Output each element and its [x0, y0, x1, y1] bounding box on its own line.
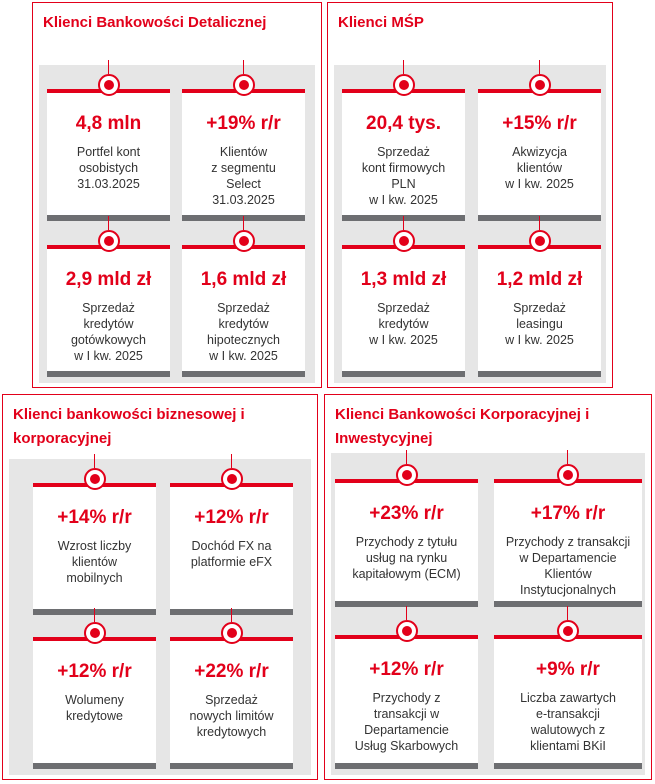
stat-value: 1,6 mld zł [200, 269, 287, 290]
panel-corporate-investment [324, 394, 652, 780]
pin-icon [233, 74, 255, 96]
stat-card [182, 245, 305, 377]
stat-card [335, 479, 478, 607]
stat-card [478, 89, 601, 221]
stat-card [494, 635, 642, 769]
stat-description: Sprzedaż nowych limitów kredytowych [189, 693, 274, 739]
pin-icon [98, 230, 120, 252]
stat-card [33, 637, 156, 769]
stat-card [47, 245, 170, 377]
pin-icon [529, 230, 551, 252]
stat-description: Wzrost liczby klientów mobilnych [57, 539, 132, 585]
stat-value: +15% r/r [502, 113, 577, 134]
stat-value: 1,3 mld zł [360, 269, 447, 290]
panel-title: Klienci MŚP [338, 14, 424, 31]
pin-icon [233, 230, 255, 252]
stat-description: Przychody z transakcji w Departamencie Klientów Instytucjonalnych [505, 535, 631, 597]
stat-value: +12% r/r [57, 661, 132, 682]
pin-icon [529, 74, 551, 96]
stat-description: Liczba zawartych e-transakcji walutowych z klientami BKiI [520, 691, 616, 753]
stat-description: Przychody z transakcji w Departamencie Usług Skarbowych [354, 691, 459, 753]
stat-value: +23% r/r [369, 503, 444, 524]
stat-description: Sprzedaż kredytów w I kw. 2025 [369, 301, 438, 347]
pin-icon [557, 620, 579, 642]
stat-card [478, 245, 601, 377]
panel-sme [327, 2, 613, 388]
stat-card [182, 89, 305, 221]
stat-description: Klientów z segmentu Select 31.03.2025 [211, 145, 276, 207]
pin-icon [393, 230, 415, 252]
stat-card [342, 245, 465, 377]
stat-value: 2,9 mld zł [65, 269, 152, 290]
panel-title: Klienci Bankowości Korporacyjnej i Inwestycyjnej [335, 406, 590, 447]
pin-icon [396, 620, 418, 642]
stat-value: +12% r/r [194, 507, 269, 528]
stat-description: Sprzedaż leasingu w I kw. 2025 [505, 301, 574, 347]
stat-card [170, 483, 293, 615]
stat-description: Akwizycja klientów w I kw. 2025 [505, 145, 574, 191]
panel-title: Klienci bankowości biznesowej i korporacyjnej [13, 406, 245, 447]
stat-card [33, 483, 156, 615]
pin-icon [396, 464, 418, 486]
panel-title: Klienci Bankowości Detalicznej [43, 14, 267, 31]
pin-icon [98, 74, 120, 96]
stat-description: Sprzedaż kont firmowych PLN w I kw. 2025 [361, 145, 446, 207]
stat-description: Dochód FX na platformie eFX [190, 539, 273, 569]
panel-business-corporate [2, 394, 318, 780]
stat-value: +14% r/r [57, 507, 132, 528]
stat-card [342, 89, 465, 221]
stat-value: 20,4 tys. [366, 113, 441, 134]
stat-card [494, 479, 642, 607]
stat-value: +9% r/r [536, 659, 600, 680]
stat-description: Sprzedaż kredytów gotówkowych w I kw. 2025 [70, 301, 147, 363]
stat-description: Portfel kont osobistych 31.03.2025 [76, 145, 141, 191]
stat-value: +22% r/r [194, 661, 269, 682]
stat-value: +17% r/r [530, 503, 606, 524]
stat-value: 4,8 mln [75, 113, 142, 134]
pin-icon [393, 74, 415, 96]
pin-icon [221, 468, 243, 490]
stat-card [47, 89, 170, 221]
stat-value: 1,2 mld zł [496, 269, 583, 290]
stat-description: Sprzedaż kredytów hipotecznych w I kw. 2025 [207, 301, 280, 363]
pin-icon [221, 622, 243, 644]
pin-icon [557, 464, 579, 486]
pin-icon [84, 468, 106, 490]
pin-icon [84, 622, 106, 644]
stat-value: +19% r/r [206, 113, 281, 134]
stat-value: +12% r/r [369, 659, 444, 680]
panel-retail [32, 2, 322, 388]
stat-card [335, 635, 478, 769]
stat-card [170, 637, 293, 769]
stat-description: Wolumeny kredytowe [65, 693, 124, 723]
stat-description: Przychody z tytułu usług na rynku kapitałowym (ECM) [352, 535, 461, 581]
